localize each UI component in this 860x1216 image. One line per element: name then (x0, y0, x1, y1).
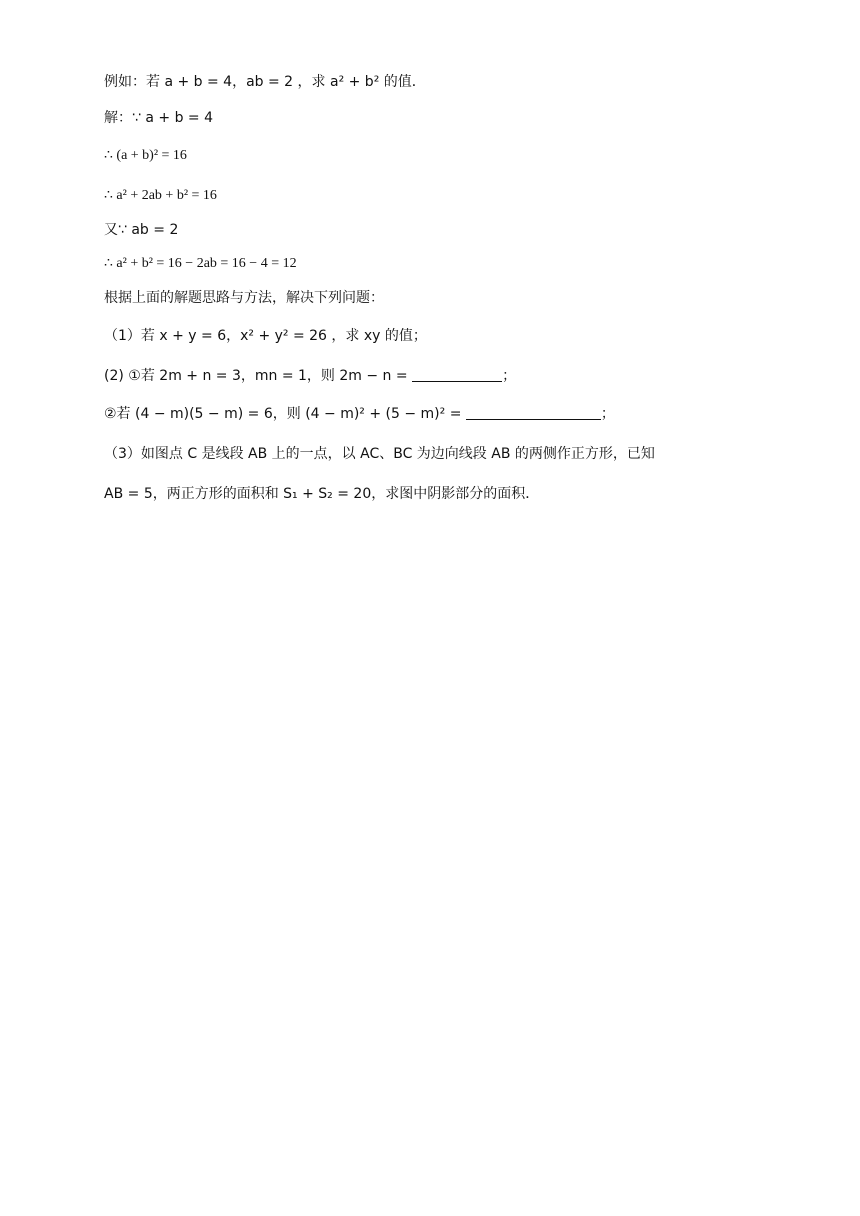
question-2b-suffix: ； (600, 406, 615, 422)
solution-step-1: 解：∵ a + b = 4 (104, 110, 213, 126)
question-3-line-2: AB = 5，两正方形的面积和 S₁ + S₂ = 20，求图中阴影部分的面积． (104, 486, 540, 502)
question-1: （1）若 x + y = 6，x² + y² = 26 ，求 xy 的值； (104, 328, 427, 344)
question-2a-text: (2) ①若 2m + n = 3，mn = 1，则 2m − n = (104, 368, 408, 384)
answer-blank-2a[interactable] (412, 367, 502, 382)
question-2a-suffix: ； (502, 368, 517, 384)
question-2a (104, 366, 516, 386)
question-2b-text: ②若 (4 − m)(5 − m) = 6，则 (4 − m)² + (5 − m)² = (104, 406, 462, 422)
solution-step-5: ∴ a² + b² = 16 − 2ab = 16 − 4 = 12 (104, 256, 297, 271)
question-3-line-1: （3）如图点 C 是线段 AB 上的一点，以 AC、BC 为边向线段 AB 的两侧作正方形，已知 (104, 446, 655, 462)
example-statement: 例如：若 a + b = 4，ab = 2 ，求 a² + b² 的值． (104, 74, 426, 90)
question-2b (104, 404, 615, 424)
solution-step-3: ∴ a² + 2ab + b² = 16 (104, 188, 217, 203)
answer-blank-2b[interactable] (466, 405, 601, 420)
problems-intro: 根据上面的解题思路与方法，解决下列问题： (104, 290, 384, 306)
solution-step-2: ∴ (a + b)² = 16 (104, 148, 187, 163)
solution-step-4: 又∵ ab = 2 (104, 222, 179, 238)
